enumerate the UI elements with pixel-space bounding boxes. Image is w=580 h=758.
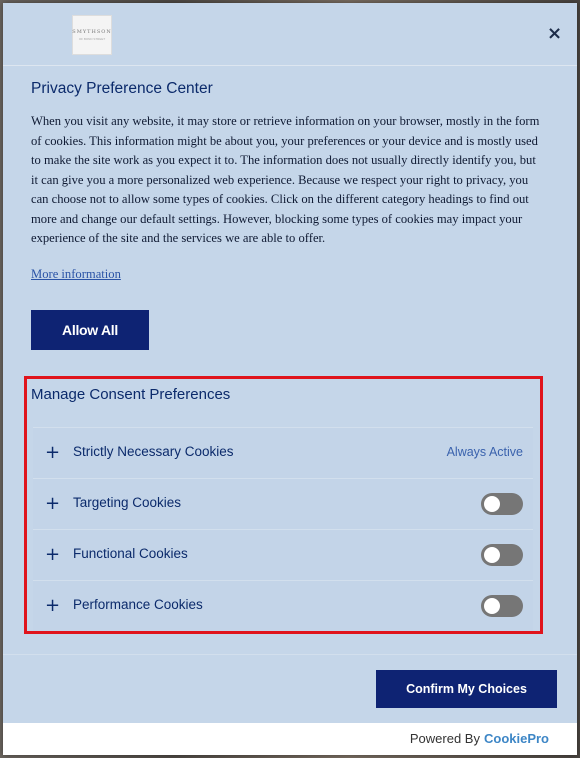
- cookiepro-brand-link[interactable]: CookiePro: [483, 731, 549, 746]
- logo-subtext: OF BOND STREET: [78, 37, 106, 41]
- footer-divider: [3, 654, 577, 655]
- modal-header: [3, 3, 577, 66]
- category-label[interactable]: Targeting Cookies: [73, 495, 182, 510]
- expand-plus-icon[interactable]: +: [45, 493, 61, 514]
- performance-toggle[interactable]: [481, 595, 523, 617]
- confirm-my-choices-button[interactable]: Confirm My Choices: [376, 670, 557, 708]
- powered-by-footer: [3, 723, 577, 755]
- modal-title: Privacy Preference Center: [31, 80, 213, 97]
- brand-logo: [72, 15, 112, 55]
- category-label[interactable]: Performance Cookies: [73, 597, 203, 612]
- toggle-knob: [484, 547, 500, 563]
- powered-by-label: Powered By: [409, 731, 480, 746]
- functional-toggle[interactable]: [481, 544, 523, 566]
- always-active-status: Always Active: [446, 445, 523, 459]
- toggle-knob: [484, 598, 500, 614]
- expand-plus-icon[interactable]: +: [45, 544, 61, 565]
- expand-plus-icon[interactable]: +: [45, 442, 61, 463]
- more-information-link[interactable]: More information: [31, 267, 121, 281]
- category-label[interactable]: Strictly Necessary Cookies: [73, 444, 234, 459]
- allow-all-button[interactable]: Allow All: [31, 310, 149, 350]
- toggle-knob: [484, 496, 500, 512]
- targeting-toggle[interactable]: [481, 493, 523, 515]
- category-row-functional[interactable]: [33, 529, 533, 580]
- expand-plus-icon[interactable]: +: [45, 595, 61, 616]
- category-row-performance[interactable]: [33, 580, 533, 631]
- privacy-preference-modal: [3, 3, 577, 755]
- privacy-description: When you visit any website, it may store or retrieve information on your browser, mostly in the form of cookies. This information might be about you, your preferences or your device and is mostly used to make the site work as you expect it to. The information does not usually directly identify you, but it can give you a more personalized web experience. Because we respect your right to privacy, you can choose not to allow some types of cookies. Click on the different category headings to find out more and change our default settings. However, blocking some types of cookies may impact your experience of the site and the services we are able to offer.: [31, 114, 540, 245]
- powered-by-text: [410, 731, 549, 746]
- close-icon[interactable]: ×: [547, 23, 563, 44]
- category-row-targeting[interactable]: [33, 478, 533, 529]
- category-row-strictly-necessary[interactable]: [33, 427, 533, 478]
- logo-text: SMYTHSON: [72, 29, 112, 35]
- category-label[interactable]: Functional Cookies: [73, 546, 188, 561]
- manage-consent-title: Manage Consent Preferences: [31, 386, 231, 403]
